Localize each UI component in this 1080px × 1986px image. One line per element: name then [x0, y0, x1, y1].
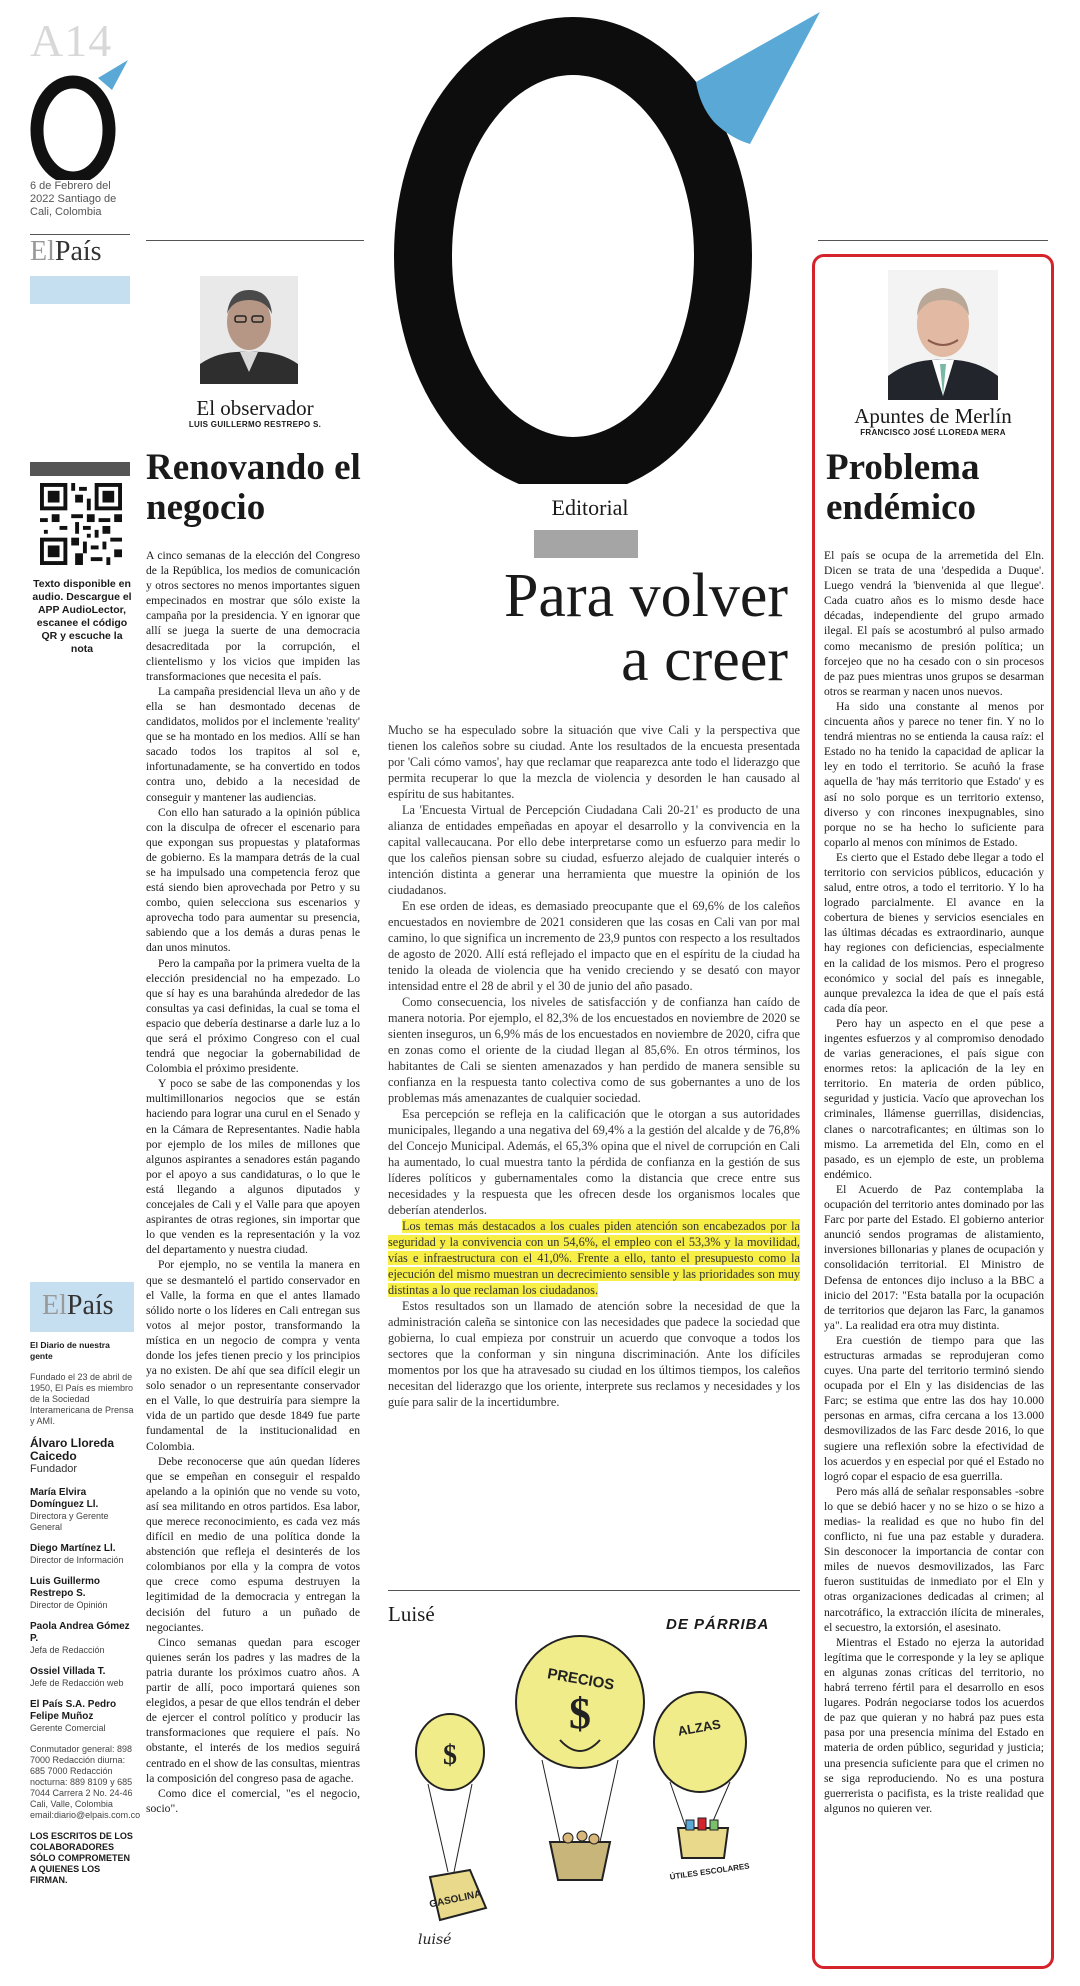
- masthead-tagline: El Diario de nuestra gente: [30, 1340, 110, 1361]
- editorial-gray-bar: [534, 530, 638, 558]
- editorial-body: [388, 722, 800, 1410]
- paragraph: Esa percepción se refleja en la calificación que le otorgan a sus autoridades municipales, llegando a una negativa del 69,4% a la gestión del alcalde y de 76,8% del Concejo Municipal. Además, el 65,3% opina que el nivel de corrupción en Cali ha aumentado, lo cual muestra tanto la pérdida de confianza en la gestión de sus líderes políticos y gubernamentales como la distancia que crece entre sus necesidades y la respuesta que les ofrecen desde los organismos locales que deberían atenderlos.: [388, 1107, 800, 1217]
- qr-code-icon[interactable]: [40, 483, 122, 565]
- paragraph: La campaña presidencial lleva un año y de ella se han desmontado decenas de candidatos, molidos por el inclemente 'reality' que se ha montado en los medios. Allí se han sacado todos los trapitos al sol e, infortunadamente, se ha convertido en todos contra uno, debido a la necesidad de conseguir y mantener las audiencias.: [146, 684, 360, 804]
- paragraph: Estos resultados son un llamado de atención sobre la necesidad de que la administración caleña se sintonice con las necesidades que padece la sociedad que gobierna, lo cual empieza por construir un acuerdo que convoque a todos los sectores que la conforman y sin ninguna discriminación. Ante los difíciles momentos por los que ha atravesado su ciudad en los últimos tiempos, los caleños necesitan del liderazgo que los oriente, interprete sus reclamos y necesidades y los guíe para salir de la incertidumbre.: [388, 1299, 800, 1409]
- staff-name: Álvaro Lloreda Caicedo: [30, 1436, 115, 1463]
- paragraph: Cinco semanas quedan para escoger quienes serán los padres y las madres de la patria durante los próximos cuatro años. A partir de allí, poco importará quienes son elegidos, a pesar de que ellos tendrán el deber de ejercer el control político y producir las transformaciones que requiere el país. No obstante, el interés de los medios seguirá centrado en el show de las consultas, mientras la composición del congreso pasa de agache.: [146, 1635, 360, 1785]
- paragraph: Mucho se ha especulado sobre la situación que vive Cali y la perspectiva que tienen los caleños sobre su ciudad. Ante los resultados de la encuesta presentada por 'Cali cómo vamos', hay que reclamar que reaparezca ante todo el liderazgo que permita recuperar lo que la mezcla de violencia y desorden le han causado al espíritu de sus habitantes.: [388, 723, 800, 801]
- paragraph: Debe reconocerse que aún quedan líderes que se empeñan en conseguir el respaldo apelando a la opinión que no vende su voto, así sea militando en otros partidos. Esa labor, que merece reconocimiento, es cada vez más difícil en medio de una política donde la abstención que refleja el desinterés de los colombianos por ella y la compra de votos que crece como espuma destruyen la legitimidad de la democracia y entregan la decisión del futuro a un puñado de negociantes.: [146, 1454, 360, 1634]
- svg-text:$: $: [569, 1689, 591, 1738]
- date-line: 6 de Febrero del 2022 Santiago de Cali, Colombia: [30, 180, 117, 218]
- staff-role: Director de Opinión: [30, 1600, 108, 1610]
- author-portrait-lloreda: [888, 270, 998, 400]
- highlighted-paragraph: [388, 1218, 800, 1298]
- masthead: [30, 1282, 141, 1886]
- editorial-headline-line1: Para volver: [503, 562, 788, 630]
- paragraph: Con ello han saturado a la opinión pública con la disculpa de ofrecer el escenario para que expongan sus propuestas y plataformas de gobierno. Es la mampara detrás de la cual se ha impulsado una competencia feroz que está siendo bien aprovechada por Petro y su combo, quien selecciona sus escenarios y aprovecha todo para aumentar su presencia, sabiendo que a los demás a duras penas le dan unos minutos.: [146, 805, 360, 955]
- svg-text:$: $: [443, 1740, 457, 1771]
- staff-name: Ossiel Villada T.: [30, 1666, 106, 1677]
- cartoon-illustration: [410, 1632, 790, 1952]
- paragraph: La 'Encuesta Virtual de Percepción Ciudadana Cali 20-21' es producto de una alianza de entidades empeñadas en apoyar el desarrollo y la convivencia en la capital vallecaucana. Por ello debe interpretarse como un esfuerzo para medir lo que los caleños piensan sobre su ciudad, esfuerzo alejado de cualquier interés o intención distinta a generar una herramienta que muestre la opinión de los ciudadanos.: [388, 803, 800, 897]
- masthead-disclaimer: LOS ESCRITOS DE LOS COLABORADORES SÓLO COMPROMETEN A QUIENES LOS FIRMAN.: [30, 1831, 133, 1885]
- staff-role: Jefa de Redacción: [30, 1645, 105, 1655]
- masthead-contact: Conmutador general: 898 7000 Redacción diurna: 685 7000 Redacción nocturna: 889 8109 y 685 7044 Carrera 2 No. 24-46 Cali, Valle, Colombia email:diario@elpais.com.co: [30, 1744, 141, 1820]
- paragraph: Como dice el comercial, "es el negocio, socio".: [146, 1786, 360, 1815]
- column-author: LUIS GUILLERMO RESTREPO S.: [188, 420, 322, 429]
- paragraph: Mientras el Estado no ejerza la autoridad legítima que le corresponde y la ley se aplique en algunas zonas críticas del territorio, no habrá terreno fértil para el desarrollo en esos lugares. Podrán negociarse todos los acuerdos de paz que quieran y no habrá paz pues esta pasa por una presencia mínima del Estado en materia de orden público, seguridad y justicia; una presencia suficiente para que el crimen no se siga reproduciendo. No es una postura guerrerista o pacifista, es la triste realidad que algunos no quieren ver.: [824, 1635, 1044, 1815]
- staff-role: Fundador: [30, 1463, 78, 1475]
- masthead-logo: ElPaís: [30, 1282, 134, 1332]
- bag-gasolina-label: GASOLINA: [428, 1888, 483, 1911]
- opinion-o-logo-small: [28, 60, 132, 180]
- staff-role: Directora y Gerente General: [30, 1511, 109, 1532]
- staff-name: María Elvira Domínguez Ll.: [30, 1487, 99, 1510]
- paragraph: Es cierto que el Estado debe llegar a todo el territorio con servicios públicos, educación y salud, entre otros, a todo el territorio. Y lo ha logrado parcialmente. El avance en la cobertura de bienes y servicios esenciales en las últimas décadas es extraordinario, aunque hay regiones con deficiencias, especialmente en la calidad de los mismos. Pero el progreso económico y social del país es innegable, aunque prevalezca la idea de que el país está cada día peor.: [824, 850, 1044, 1015]
- article-headline: Problema endémico: [826, 447, 980, 528]
- paragraph: Y poco se sabe de las componendas y los multimillonarios negocios que se están haciendo para lograr una curul en el Senado y en la Cámara de Representantes. Nadie habla por ejemplo de los miles de millones que algunos aspirantes a senadores están pagando por el apoyo a sus candidaturas, o lo que le está llegando a algunos diputados y concejales de Cali y el Valle para que apoyen aspirantes de otras regiones, sin importar que lo que venden es la representación y la voz del departamento y nuestra ciudad.: [146, 1077, 360, 1257]
- staff-name: Diego Martínez Ll.: [30, 1543, 116, 1554]
- balloon-alzas-label: ALZAS: [676, 1716, 722, 1739]
- opinion-o-logo-large: [378, 4, 828, 484]
- staff-role: Jefe de Redacción web: [30, 1678, 124, 1688]
- article-headline: Renovando el negocio: [146, 447, 361, 528]
- paragraph: Era cuestión de tiempo para que las estructuras armadas se reprodujeran como cuyes. Una parte del territorio terminó siendo ocupada por el Eln y las disidencias de las Farc; se estima que entre las dos hay 10.000 personas en armas, cifra cercana a los 13.000 desmovilizados de las Farc desde 2016, lo que sugiere una reflexión sobre la efectividad de los acuerdos y en especial por qué el Estado no logró copar el espacio de esa guerrilla.: [824, 1333, 1044, 1483]
- staff-role: Gerente Comercial: [30, 1723, 106, 1733]
- editorial-section-label: Editorial: [551, 495, 629, 520]
- qr-top-bar: [30, 462, 130, 476]
- column-section-title: Apuntes de Merlín: [854, 404, 1012, 428]
- staff-name: El País S.A. Pedro Felipe Muñoz: [30, 1699, 117, 1722]
- cartoon-artist: Luisé: [388, 1602, 435, 1626]
- balloon-precios-label: PRECIOS: [546, 1665, 616, 1694]
- highlight: Los temas más destacados a los cuales piden atención son encabezados por la seguridad y la convivencia con un 54,6%, el empleo con el 53,3% y la movilidad, vías e infraestructura con el 41,0%. Frente a ello, tanto el presupuesto como la ejecución del mismo muestran un decrecimiento sensible y las prioridades son muy distintas a lo que reclaman los ciudadanos.: [388, 1219, 800, 1297]
- article-body-left: [146, 548, 360, 1816]
- qr-caption: Texto disponible en audio. Descargue el APP AudioLector, escanee el código QR y escuche la nota: [32, 578, 132, 655]
- paragraph: Por ejemplo, no se ventila la manera en que se desmanteló el partido conservador en el Valle, la forma en que el antes llamado sólido norte o los líderes en Cali entregan sus votos al mejor postor, transformando la mística en un negocio de compra y venta donde los jefes tienen precio y los principios ya no existen. De ahí que sea difícil elegir un solo senador o un representante conservador en el Valle, lo que destruiría para siempre la vida de un partido que desde 1849 fue parte fundamental de la institucionalidad en Colombia.: [146, 1258, 360, 1453]
- paragraph: Pero más allá de señalar responsables -sobre lo que se debió hacer y no se hizo o se hizo a medias- la realidad es que no hubo fin del conflicto, ni fue una paz estable y duradera. Sin desconocer la importancia de contar con miles de nuevos desmovilizados, las Farc fueron sustituidas de inmediato por el Eln y otras organizaciones dedicadas al crimen; al narcotráfico, la extracción ilícita de minerales, el secuestro, la extorsión, el asesinato.: [824, 1484, 1044, 1634]
- staff-name: Luis Guillermo Restrepo S.: [30, 1576, 101, 1599]
- paragraph: Pero hay un aspecto en el que pese a ingentes esfuerzos y al compromiso denodado de varias generaciones, el país sigue con enormes retos: la aplicación de la ley en territorio. En materia de orden público, seguridad y justicia. Vacío que aprovechan los criminales, llámense guerrillas, disidencias, clanes o narcotraficantes; en últimas son lo mismo. La arremetida del Eln, como en el pasado, es un ejemplo de este, un problema endémico.: [824, 1016, 1044, 1181]
- editorial-headline-line2: a creer: [621, 626, 788, 694]
- paragraph: El Acuerdo de Paz contemplaba la ocupación del territorio antes dominado por las Farc por parte del Estado. El gobierno anterior anunció sendos programas de alistamiento, inversiones billonarias y planes de ocupación y consolidación territorial. El Ministro de Defensa de entonces dijo incluso a la BBC a inicio del 2017: "Esta batalla por la ocupación de territorios que dejaron las Farc, la ganamos ya". La realidad era otra muy distinta.: [824, 1182, 1044, 1332]
- staff-role: Director de Información: [30, 1555, 124, 1565]
- paragraph: En ese orden de ideas, es demasiado preocupante que el 69,6% de los caleños encuestados en noviembre de 2021 consideren que las cosas en Cali van por mal camino, lo que significa un incremento de 23,9 puntos con respecto a los resultados de agosto de 2020. Allí está reflejado el impacto que en el espíritu de la ciudad ha tenido la oleada de violencia que ha venido creciendo y se desató con mayor intensidad entre el 28 de abril y el 30 de junio del año pasado.: [388, 899, 800, 993]
- page-number: A14: [30, 15, 113, 66]
- cartoon-signature: luisé: [418, 1932, 452, 1948]
- paragraph: El país se ocupa de la arremetida del Eln. Dicen se trata de una 'despedida a Duque'. Luego vendrá la 'bienvenida al que llegue'. Cada cuatro años es lo mismo desde hace décadas, independiente del grupo armado ilegal. El país se acostumbró al pulso armado como mecanismo de presión política; un forcejeo que no ha cesado con o sin procesos de paz pues mientras unos grupos se desarman otros se rearman y nacen unos nuevos.: [824, 549, 1044, 698]
- paragraph: Ha sido una constante al menos por cincuenta años y parece no tener fin. Y no lo tendrá mientras no se entienda la causa raíz: el Estado no ha tenido la capacidad de aplicar la ley en todo el territorio. Se acuñó la frase aquella de 'hay más territorio que Estado' y es así no solo porque es un territorio extenso, diverso y con rincones inexpugnables, sino porque no se ha hecho lo suficiente para coparlo al menos con mínimos de Estado.: [824, 699, 1044, 849]
- cartoon-title: DE PÁRRIBA: [666, 1616, 770, 1633]
- bag-utiles-label: ÚTILES ESCOLARES: [669, 1861, 751, 1882]
- masthead-founded: Fundado el 23 de abril de 1950, El País es miembro de la Sociedad Interamericana de Prensa y AMI.: [30, 1372, 134, 1426]
- article-body-right: [824, 548, 1044, 1816]
- brand-logo-top: ElPaís: [30, 236, 102, 267]
- author-portrait-restrepo: [200, 276, 298, 384]
- brand-color-bar: [30, 276, 130, 304]
- column-section-title: El observador: [196, 396, 314, 420]
- paragraph: Como consecuencia, los niveles de satisfacción y de confianza han caído de manera notoria. Por ejemplo, el 82,3% de los encuestados en noviembre de 2020 se sienten inseguros, un 6,9% más de los encuestados en noviembre de 2020, cifra que en zonas como el oriente de la ciudad llegan al 85,6%. En otros términos, los habitantes de Cali se sienten amenazados y han perdido de manera sensible su confianza en la respuesta tanto colectiva como de sus gobernantes a uno de los problemas más amenazantes de cualquier sociedad.: [388, 995, 800, 1105]
- balloon-alzas: [654, 1692, 746, 1858]
- staff-name: Paola Andrea Gómez P.: [30, 1621, 130, 1644]
- paragraph: A cinco semanas de la elección del Congreso de la República, los medios de comunicación y otros sectores no menos importantes siguen empecinados en mostrar que sólo existe la campaña por la presidencia. Y en ignorar que allí se juega la suerte de una democracia desacreditada por la corrupción, el clientelismo y los vicios que impiden las transformaciones que necesita el país.: [146, 549, 360, 683]
- paragraph: Pero la campaña por la primera vuelta de la elección presidencial no ha empezado. Lo que sí hay es una barahúnda alrededor de las consultas ya casi definidas, la cual se toma el espacio que debería destinarse a darle luz a lo que será el próximo Congreso con el cual tendrá que negociar la gobernabilidad de Colombia el próximo presidente.: [146, 956, 360, 1076]
- column-author: FRANCISCO JOSÉ LLOREDA MERA: [860, 428, 1006, 437]
